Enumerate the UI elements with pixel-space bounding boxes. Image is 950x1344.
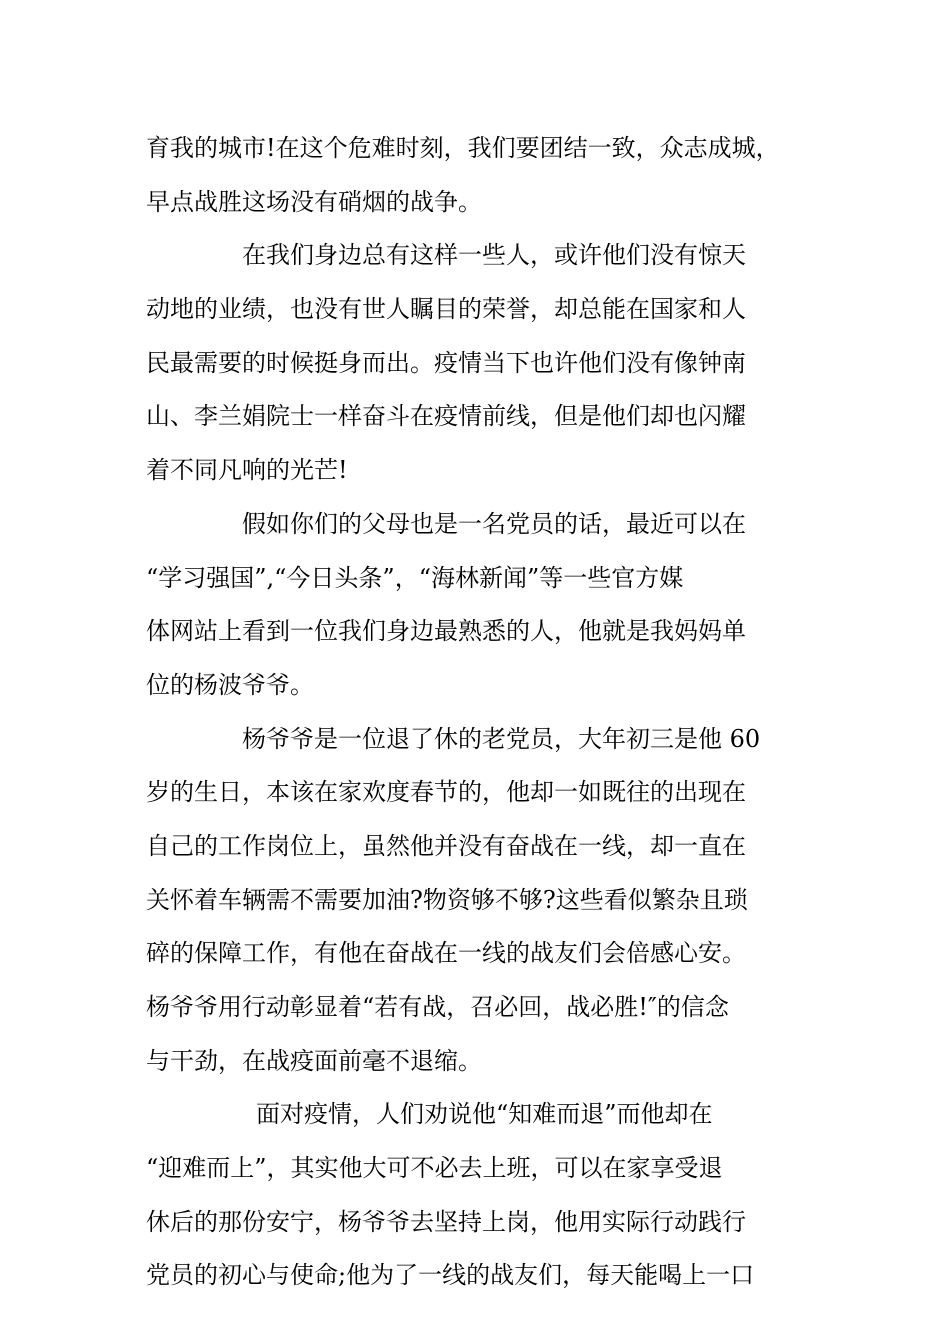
text-line: 山、李兰娟院士一样奋斗在疫情前线，但是他们却也闪耀 xyxy=(146,402,746,431)
text-line: 动地的业绩，也没有世人瞩目的荣誉，却总能在国家和人 xyxy=(146,295,746,324)
text-line: 早点战胜这场没有硝烟的战争。 xyxy=(146,187,482,216)
text-line: 与干劲，在战疫面前毫不退缩。 xyxy=(146,1046,482,1075)
text-line: 民最需要的时候挺身而出。疫情当下也许他们没有像钟南 xyxy=(146,348,746,377)
text-line: 岁的生日，本该在家欢度春节的，他却一如既往的出现在 xyxy=(146,778,746,807)
text-line: “迎难而上”，其实他大可不必去上班，可以在家享受退 xyxy=(146,1154,723,1183)
text-line: “学习强国”,“今日头条”，“海林新闻”等一些官方媒 xyxy=(146,563,684,592)
text-line: 体网站上看到一位我们身边最熟悉的人，他就是我妈妈单 xyxy=(146,617,746,646)
paragraph-first-line: 假如你们的父母也是一名党员的话，最近可以在 xyxy=(242,509,746,538)
text-line: 着不同凡响的光芒! xyxy=(146,456,348,485)
text-line: 关怀着车辆需不需要加油?物资够不够?这些看似繁杂且琐 xyxy=(146,885,748,914)
text-line: 党员的初心与使命;他为了一线的战友们，每天能喝上一口 xyxy=(146,1261,755,1290)
paragraph-first-line: 杨爷爷是一位退了休的老党员，大年初三是他 60 xyxy=(242,724,761,753)
text-line: 育我的城市!在这个危难时刻，我们要团结一致，众志成城， xyxy=(146,134,780,162)
paragraph-first-line: 在我们身边总有这样一些人，或许他们没有惊天 xyxy=(242,241,746,270)
text-line: 休后的那份安宁，杨爷爷去坚持上岗，他用实际行动践行 xyxy=(146,1207,746,1236)
text-line: 位的杨波爷爷。 xyxy=(146,670,314,699)
text-line: 自己的工作岗位上，虽然他并没有奋战在一线，却一直在 xyxy=(146,831,746,860)
text-line: 碎的保障工作，有他在奋战在一线的战友们会倍感心安。 xyxy=(146,939,746,968)
text-line: 杨爷爷用行动彰显着“若有战，召必回，战必胜!″的信念 xyxy=(146,993,729,1021)
paragraph-first-line: 面对疫情，人们劝说他“知难而退”而他却在 xyxy=(256,1100,713,1129)
document-body xyxy=(146,122,826,1303)
